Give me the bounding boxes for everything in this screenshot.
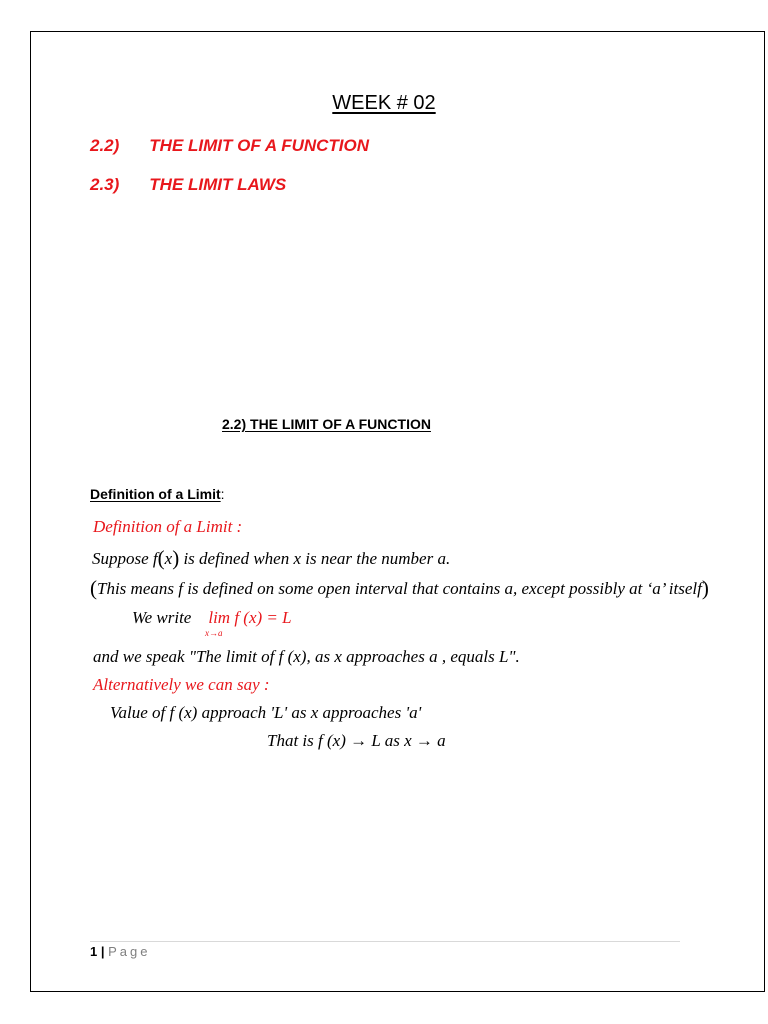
- section-title: THE LIMIT LAWS: [149, 175, 287, 194]
- definition-heading-text: Definition of a Limit: [90, 486, 221, 502]
- math-text: This means f is defined on some open interval that contains a, except possibly at ‘a’ itself: [97, 579, 702, 598]
- math-line-we-write: [132, 608, 292, 628]
- math-line-this-means: (This means f is defined on some open interval that contains a, except possibly at ‘a’ itself): [90, 576, 709, 600]
- math-line-suppose: Suppose f(x) is defined when x is near the number a.: [92, 546, 451, 570]
- math-line-we-speak: and we speak "The limit of f (x), as x approaches a , equals L".: [93, 647, 520, 666]
- math-line-definition: Definition of a Limit :: [93, 517, 243, 536]
- section-heading-2-3: [90, 175, 286, 195]
- limit-expression: lim f (x) = L: [208, 608, 292, 627]
- definition-heading-colon: :: [220, 486, 225, 502]
- page-footer: [90, 944, 151, 959]
- week-title: WEEK # 02: [332, 92, 436, 114]
- section-title: THE LIMIT OF A FUNCTION: [149, 136, 370, 155]
- page-label: Page: [108, 944, 151, 959]
- math-text: is defined when x is near the number a.: [179, 549, 451, 568]
- math-line-alternatively: Alternatively we can say :: [93, 675, 270, 694]
- math-text: We write: [132, 608, 192, 627]
- section-heading-2-2: [90, 136, 369, 156]
- section-number: 2.2): [90, 136, 120, 155]
- section-number: 2.3): [90, 175, 120, 194]
- definition-heading: [90, 486, 225, 502]
- math-line-that-is: That is f (x) → L as x → a: [267, 731, 446, 750]
- limit-subscript: x→a: [205, 628, 223, 638]
- math-line-value-of: Value of f (x) approach 'L' as x approaches 'a': [110, 703, 422, 722]
- footer-separator: |: [100, 944, 105, 959]
- subsection-title: 2.2) THE LIMIT OF A FUNCTION: [222, 416, 431, 432]
- math-text: Suppose f: [92, 549, 158, 568]
- footer-divider: [90, 941, 680, 942]
- page-number: 1: [90, 944, 98, 959]
- math-var: x: [164, 549, 173, 568]
